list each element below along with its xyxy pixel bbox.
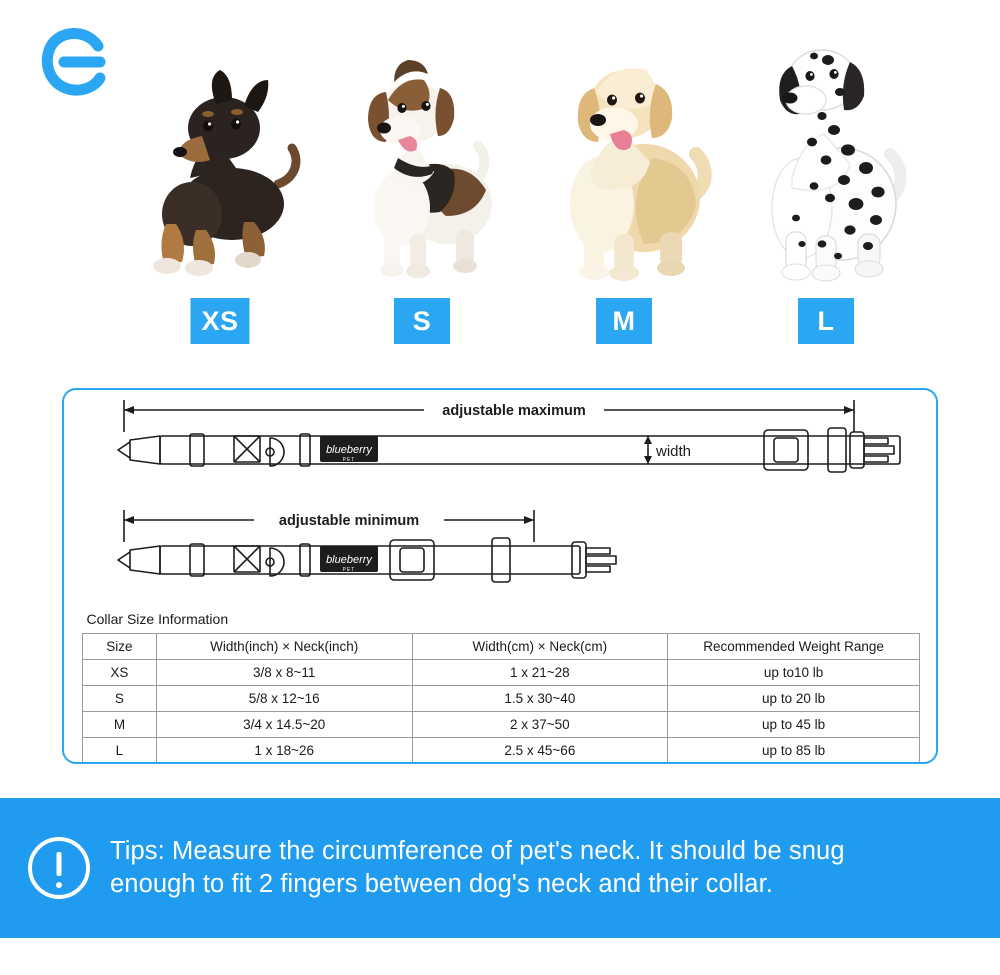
dog-size-cell-m (524, 0, 724, 350)
dog-image-puppy-black-tan (120, 8, 320, 288)
table-row (83, 685, 920, 711)
cell-weight: up to10 lb (668, 659, 920, 685)
dog-image-golden-retriever (524, 8, 724, 288)
svg-text:PET: PET (342, 567, 356, 573)
size-chip-l: L (798, 298, 854, 344)
svg-text:PET: PET (342, 457, 356, 463)
svg-text:adjustable minimum: adjustable minimum (278, 513, 420, 529)
cell-weight: up to 85 lb (668, 737, 920, 763)
tips-banner (0, 798, 1000, 938)
cell-cm: 1.5 x 30~40 (412, 685, 668, 711)
dog-size-row (120, 0, 980, 350)
cell-inch: 3/8 x 8~11 (156, 659, 412, 685)
dog-image-beagle (322, 8, 522, 288)
col-header-size: Size (83, 633, 157, 659)
table-title-row (83, 605, 920, 633)
size-chip-s: S (394, 298, 450, 344)
cell-weight: up to 20 lb (668, 685, 920, 711)
size-chip-xs: XS (190, 298, 249, 344)
cell-size: L (83, 737, 157, 763)
cell-size: XS (83, 659, 157, 685)
dog-image-dalmatian (726, 8, 926, 288)
tips-line-2: enough to fit 2 fingers between dog's neck and their collar. (110, 870, 773, 898)
cell-cm: 1 x 21~28 (412, 659, 668, 685)
brand-logo (34, 22, 112, 100)
collar-size-table (82, 605, 920, 764)
col-header-inch: Width(inch) × Neck(inch) (156, 633, 412, 659)
dog-size-cell-xs (120, 0, 320, 350)
cell-cm: 2 x 37~50 (412, 711, 668, 737)
exclamation-circle-icon (28, 837, 90, 899)
size-chip-m: M (596, 298, 652, 344)
collar-size-table-wrap (82, 605, 920, 764)
cell-inch: 3/4 x 14.5~20 (156, 711, 412, 737)
table-row (83, 659, 920, 685)
tips-line-1: Tips: Measure the circumference of pet's neck. It should be snug (110, 837, 845, 866)
collar-size-panel (62, 388, 938, 764)
table-title: Collar Size Information (83, 605, 920, 633)
collar-diagram (64, 390, 936, 605)
dog-size-cell-l (726, 0, 926, 350)
table-row (83, 737, 920, 763)
tips-text (110, 835, 845, 900)
cell-cm: 2.5 x 45~66 (412, 737, 668, 763)
col-header-weight: Recommended Weight Range (668, 633, 920, 659)
svg-text:blueberry: blueberry (326, 444, 372, 456)
svg-text:width: width (656, 443, 692, 460)
cell-size: M (83, 711, 157, 737)
cell-size: S (83, 685, 157, 711)
dog-size-cell-s (322, 0, 522, 350)
svg-text:adjustable maximum: adjustable maximum (442, 403, 586, 419)
svg-text:blueberry: blueberry (326, 554, 372, 566)
table-header-row (83, 633, 920, 659)
cell-inch: 1 x 18~26 (156, 737, 412, 763)
table-row (83, 711, 920, 737)
cell-weight: up to 45 lb (668, 711, 920, 737)
col-header-cm: Width(cm) × Neck(cm) (412, 633, 668, 659)
cell-inch: 5/8 x 12~16 (156, 685, 412, 711)
